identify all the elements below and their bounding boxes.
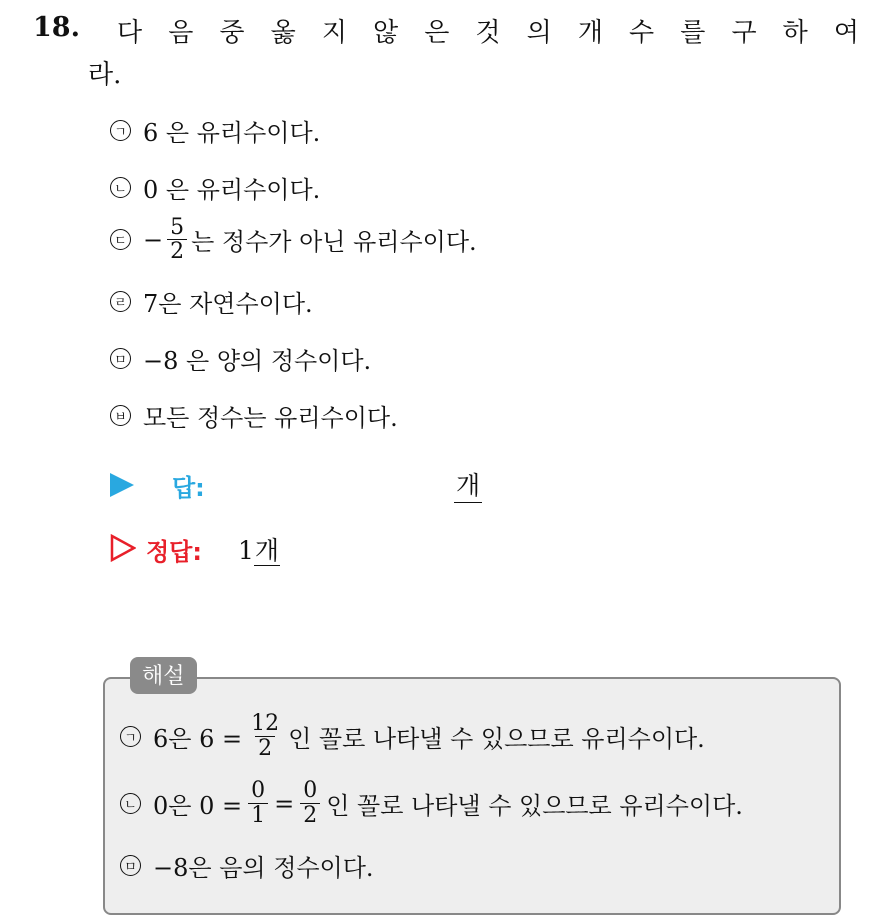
- question-text-line1: [117, 12, 859, 49]
- fraction-denominator: 1: [248, 803, 268, 828]
- choice-text: 는 정수가 아닌 유리수이다.: [191, 228, 477, 257]
- explanation-line-2: [120, 779, 743, 828]
- q-token: 하: [782, 18, 808, 48]
- answer-blank[interactable]: 개: [454, 466, 482, 503]
- fraction: [248, 712, 282, 761]
- choice-text: −8 은 양의 정수이다.: [143, 347, 372, 375]
- fraction-numerator: 0: [251, 778, 266, 803]
- choice-text: 모든 정수는 유리수이다.: [143, 404, 398, 432]
- circled-mark-icon: ㄴ: [120, 793, 141, 814]
- question-text-line2: 라.: [88, 60, 122, 90]
- fraction-numerator: 0: [303, 778, 318, 803]
- q-token: 옳: [270, 18, 296, 48]
- circled-mark-icon: ㄷ: [110, 229, 131, 250]
- fraction: [167, 216, 187, 263]
- question-number: 18.: [33, 12, 80, 43]
- hollow-triangle-icon: [110, 534, 136, 562]
- fraction: [248, 779, 268, 828]
- exp-text: 인 꼴로 나타낼 수 있으므로 유리수이다.: [326, 792, 743, 821]
- choice-5: [110, 341, 371, 376]
- q-token: 의: [526, 18, 552, 48]
- explanation-tab: 해설: [130, 657, 197, 694]
- fraction-denominator: 2: [255, 736, 275, 761]
- q-token: 은: [424, 18, 450, 48]
- fraction-denominator: 2: [300, 803, 320, 828]
- choice-1: [110, 113, 320, 148]
- exp-equals: =: [274, 789, 295, 818]
- circled-mark-icon: ㄱ: [120, 726, 141, 747]
- q-token: 를: [680, 18, 706, 48]
- q-token: 않: [373, 18, 399, 48]
- choice-sign: −: [143, 225, 164, 254]
- fraction-numerator: 12: [251, 711, 280, 736]
- fraction-denominator: 2: [167, 239, 187, 263]
- circled-mark-icon: ㅂ: [110, 405, 131, 426]
- q-token: 구: [731, 18, 757, 48]
- exp-text: 0은 0 =: [153, 792, 243, 821]
- choice-3: [110, 216, 477, 263]
- exp-text: 인 꼴로 나타낼 수 있으므로 유리수이다.: [288, 725, 705, 754]
- choice-2: [110, 170, 320, 205]
- exp-text: 6은 6 =: [153, 725, 243, 754]
- q-token: 지: [321, 18, 347, 48]
- solution-value: [238, 531, 280, 567]
- explanation-line-3: [120, 848, 374, 883]
- answer-row: [110, 466, 510, 502]
- fraction: [300, 779, 320, 828]
- circled-mark-icon: ㄱ: [110, 120, 131, 141]
- solution-label: 정답:: [146, 538, 202, 566]
- q-token: 중: [219, 18, 245, 48]
- answer-label: 답:: [172, 474, 205, 502]
- choice-text: 7은 자연수이다.: [143, 290, 313, 318]
- q-token: 것: [475, 18, 501, 48]
- circled-mark-icon: ㅁ: [110, 348, 131, 369]
- circled-mark-icon: ㄴ: [110, 177, 131, 198]
- play-triangle-icon: [110, 473, 134, 497]
- choice-text: 6 은 유리수이다.: [143, 119, 321, 147]
- circled-mark-icon: ㄹ: [110, 291, 131, 312]
- q-token: 개: [577, 18, 603, 48]
- solution-unit: 개: [254, 536, 280, 565]
- q-token: 수: [629, 18, 655, 48]
- q-token: 여: [833, 18, 859, 48]
- fraction-numerator: 5: [170, 215, 185, 240]
- q-token: 다: [117, 18, 143, 48]
- explanation-line-1: [120, 712, 705, 761]
- circled-mark-icon: ㅁ: [120, 855, 141, 876]
- choice-text: 0 은 유리수이다.: [143, 176, 321, 204]
- q-token: 음: [168, 18, 194, 48]
- solution-number: 1: [238, 536, 254, 565]
- choice-4: [110, 284, 313, 319]
- exp-text: −8은 음의 정수이다.: [153, 854, 374, 882]
- choice-6: [110, 398, 398, 433]
